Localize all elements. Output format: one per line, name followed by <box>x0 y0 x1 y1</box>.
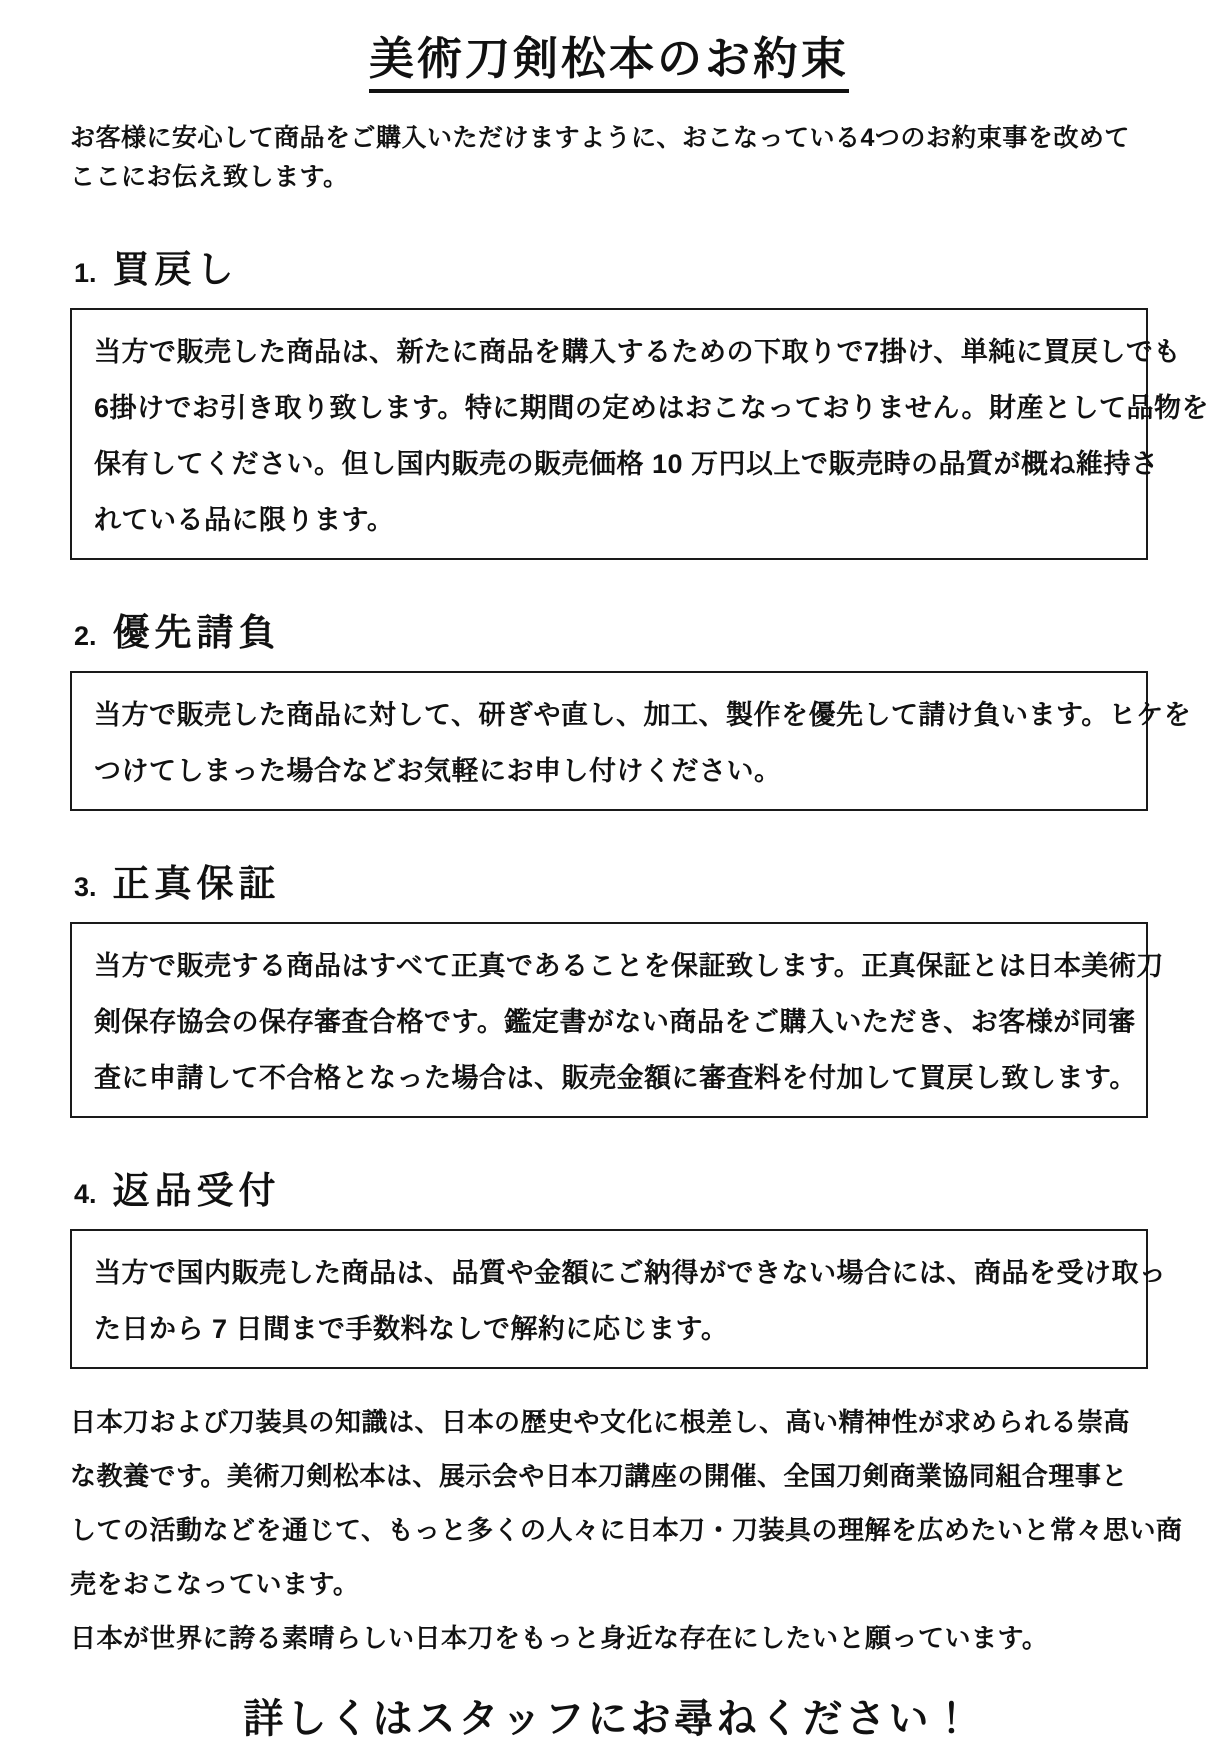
section-heading <box>74 239 1148 293</box>
section-title: 優先請負 <box>112 611 281 653</box>
page-title <box>70 34 1148 93</box>
box-text-line: 6掛けでお引き取り致します。特に期間の定めはおこなっておりません。財産として品物を <box>94 392 1209 423</box>
closing-line: しての活動などを通じて、もっと多くの人々に日本刀・刀装具の理解を広めたいと常々思い商 <box>70 1514 1183 1545</box>
box-text-line: つけてしまった場合などお気軽にお申し付けください。 <box>94 755 782 786</box>
section-priority-work <box>70 602 1192 811</box>
closing-line: な教養です。美術刀剣松本は、展示会や日本刀講座の開催、全国刀剣商業協同組合理事と <box>70 1460 1128 1491</box>
box-text-line: れている品に限ります。 <box>94 504 395 535</box>
section-heading <box>74 1160 1148 1214</box>
box-text-line: た日から 7 日間まで手数料なしで解約に応じます。 <box>94 1313 729 1344</box>
closing-line: 日本刀および刀装具の知識は、日本の歴史や文化に根差し、高い精神性が求められる崇高 <box>70 1406 1131 1437</box>
box-text-line: 剣保存協会の保存審査合格です。鑑定書がない商品をご購入いただき、お客様が同審 <box>94 1006 1136 1037</box>
box-text-line: 当方で販売した商品は、新たに商品を購入するための下取りで7掛け、単純に買戻しでも <box>94 336 1181 367</box>
section-title: 買戻し <box>112 248 239 290</box>
section-number: 2. <box>74 620 97 651</box>
intro-line: ここにお伝え致します。 <box>70 162 349 191</box>
box-text-line: 当方で販売する商品はすべて正真であることを保証致します。正真保証とは日本美術刀 <box>94 950 1164 981</box>
section-heading <box>74 602 1148 656</box>
section-heading <box>74 853 1148 907</box>
section-title: 返品受付 <box>112 1169 281 1211</box>
box-text-line: 査に申請して不合格となった場合は、販売金額に審査料を付加して買戻し致します。 <box>94 1062 1137 1093</box>
section-box <box>70 308 1209 560</box>
footer-note: 詳しくはスタッフにお尋ねください！ <box>243 1696 975 1741</box>
box-text-line: 当方で国内販売した商品は、品質や金額にご納得ができない場合には、商品を受け取っ <box>94 1257 1167 1288</box>
closing-line: 日本が世界に誇る素晴らしい日本刀をもっと身近な存在にしたいと願っています。 <box>70 1622 1049 1653</box>
closing-line: 売をおこなっています。 <box>70 1568 360 1599</box>
section-box <box>70 1229 1167 1369</box>
closing-paragraph <box>70 1395 1183 1665</box>
box-text-line: 当方で販売した商品に対して、研ぎや直し、加工、製作を優先して請け負います。ヒケを <box>94 699 1192 730</box>
section-number: 4. <box>74 1178 97 1209</box>
intro-line: お客様に安心して商品をご購入いただけますように、おこなっている4つのお約束事を改めて <box>70 123 1130 152</box>
section-authenticity-guarantee <box>70 853 1164 1118</box>
section-buyback <box>70 239 1209 560</box>
section-number: 1. <box>74 257 97 288</box>
section-number: 3. <box>74 871 97 902</box>
section-box <box>70 922 1164 1118</box>
intro-paragraph <box>70 119 1148 197</box>
section-returns <box>70 1160 1167 1369</box>
section-box <box>70 671 1192 811</box>
section-title: 正真保証 <box>112 862 281 904</box>
box-text-line: 保有してください。但し国内販売の販売価格 10 万円以上で販売時の品質が概ね維持さ <box>94 448 1159 479</box>
page-title-text: 美術刀剣松本のお約束 <box>369 34 849 93</box>
